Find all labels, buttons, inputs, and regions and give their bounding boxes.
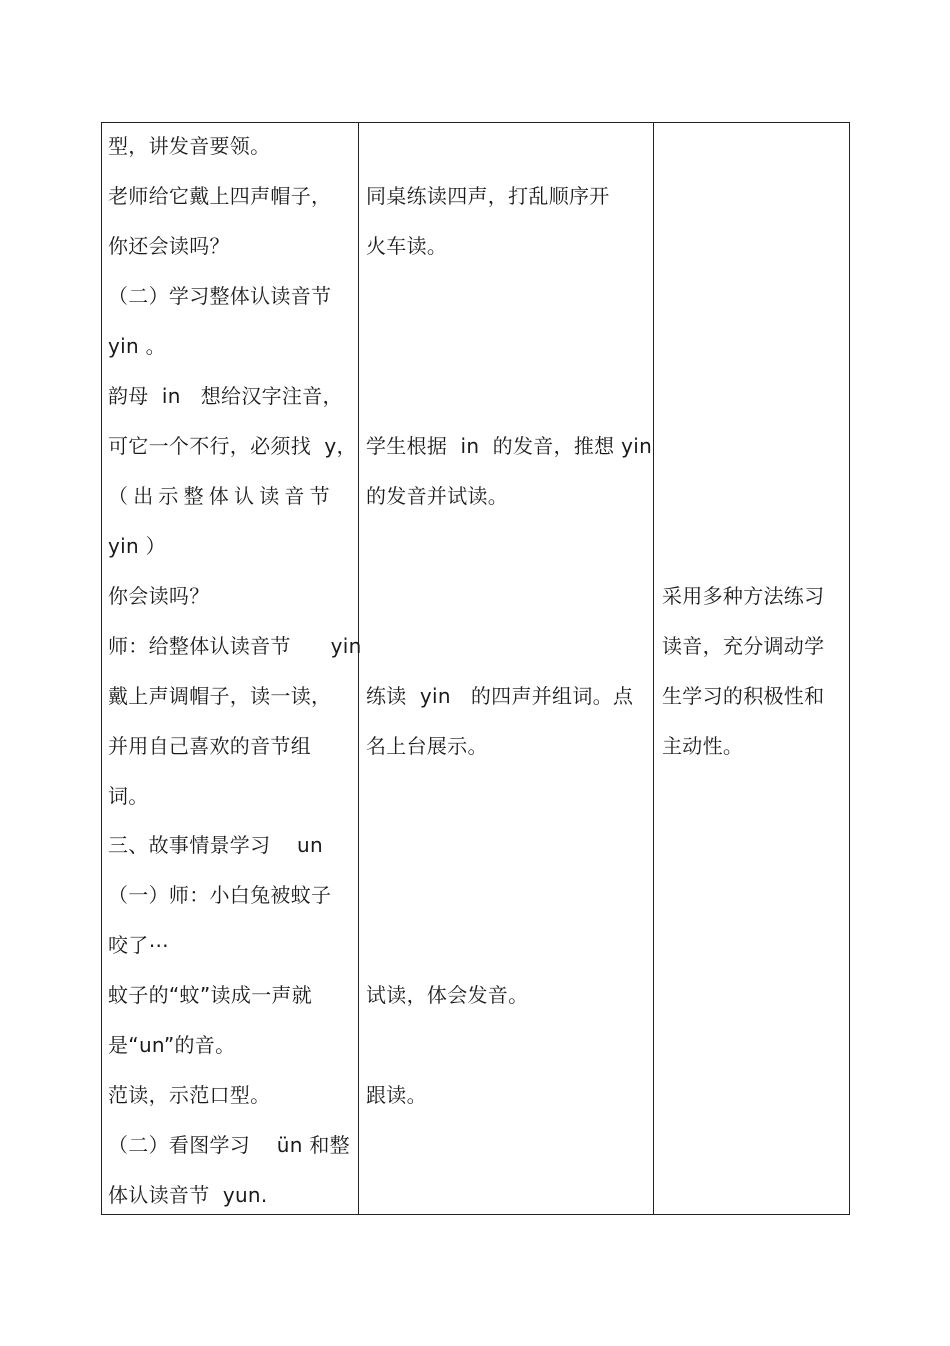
teacher-activity-line: 你还会读吗？ [108,234,230,258]
student-activity-line: 火车读。 [366,234,448,258]
teacher-activity-line: 三、故事情景学习 un [108,833,323,857]
teacher-activity-line: （二）学习整体认读音节 [108,284,332,308]
teacher-activity-line: 可它一个不行，必须找 y， [108,434,357,458]
student-activity-line: 学生根据 in 的发音，推想 yin [366,434,653,458]
teacher-activity-line: 老师给它戴上四声帽子， [108,184,332,208]
student-activity-line: 同桌练读四声，打乱顺序开 [366,184,610,208]
teacher-activity-line: （出示整体认读音节 [108,484,335,508]
teacher-activity-line: yin ） [108,534,166,558]
design-intent-line: 读音，充分调动学 [662,634,825,658]
teacher-activity-line: 蚊子的“蚊”读成一声就 [108,983,313,1007]
student-activity-line: 练读 yin 的四声并组词。点 [366,684,634,708]
teacher-activity-line: （二）看图学习 ün 和整 [108,1133,350,1157]
teacher-activity-line: 是“un”的音。 [108,1033,236,1057]
teacher-activity-line: 你会读吗？ [108,584,210,608]
teacher-activity-line: yin 。 [108,334,166,358]
teacher-activity-line: 师：给整体认读音节 yin [108,634,362,658]
teacher-activity-line: （一）师：小白兔被蚊子 [108,883,332,907]
teacher-activity-line: 范读，示范口型。 [108,1083,271,1107]
teacher-activity-line: 韵母 in 想给汉字注音， [108,384,343,408]
teacher-activity-line: 型，讲发音要领。 [108,134,271,158]
teacher-activity-line: 词。 [108,784,149,808]
design-intent-line: 生学习的积极性和 [662,684,825,708]
column-divider [653,123,654,1214]
teacher-activity-line: 咬了⋯ [108,933,169,957]
teacher-activity-line: 并用自己喜欢的音节组 [108,734,311,758]
design-intent-line: 采用多种方法练习 [662,584,825,608]
design-intent-line: 主动性。 [662,734,744,758]
teacher-activity-line: 体认读音节 yun. [108,1183,268,1207]
student-activity-line: 跟读。 [366,1083,427,1107]
teacher-activity-line: 戴上声调帽子，读一读， [108,684,332,708]
student-activity-line: 试读，体会发音。 [366,983,529,1007]
column-divider [358,123,359,1214]
student-activity-line: 名上台展示。 [366,734,488,758]
student-activity-line: 的发音并试读。 [366,484,509,508]
